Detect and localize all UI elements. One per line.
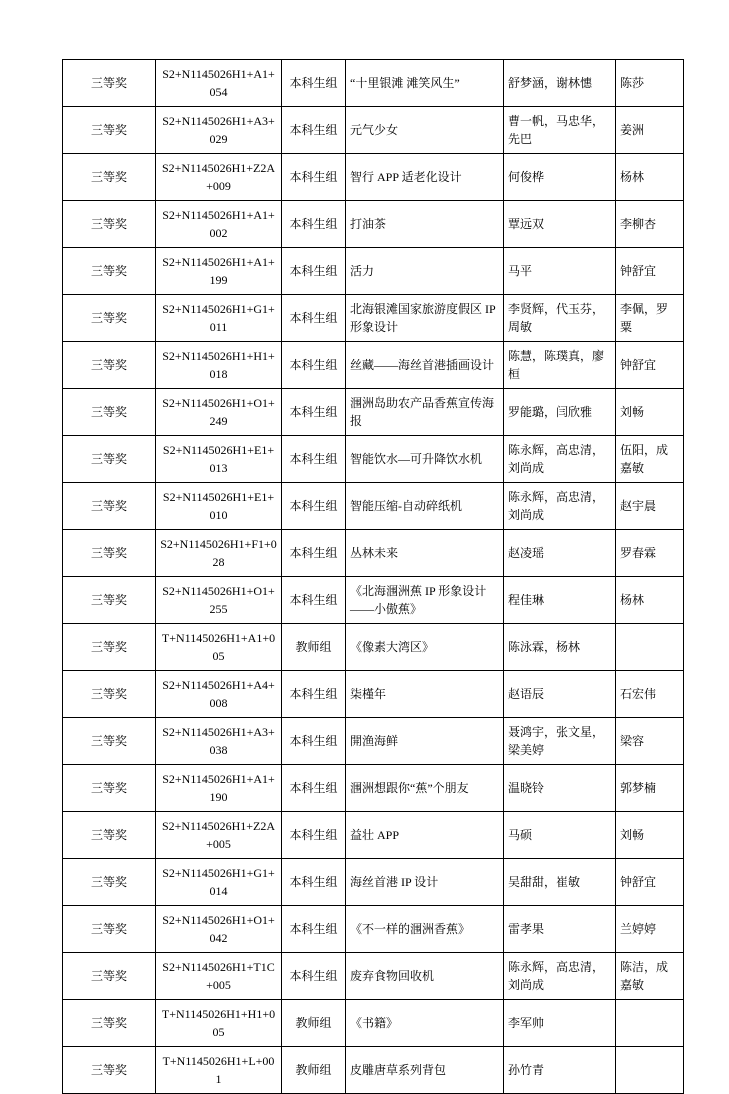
table-row [63, 530, 684, 577]
advisors-cell: 杨林 [616, 154, 684, 201]
award-level-cell: 三等奖 [63, 1000, 156, 1047]
advisors-cell: 伍阳，成嘉敏 [616, 436, 684, 483]
entry-code-cell: S2+N1145026H1+Z2A+009 [156, 154, 282, 201]
award-level-cell: 三等奖 [63, 906, 156, 953]
group-cell: 本科生组 [282, 953, 346, 1000]
advisors-cell: 罗春霖 [616, 530, 684, 577]
group-cell: 本科生组 [282, 859, 346, 906]
table-row [63, 436, 684, 483]
entry-code-cell: T+N1145026H1+A1+005 [156, 624, 282, 671]
entry-code-cell: S2+N1145026H1+A1+190 [156, 765, 282, 812]
work-title-cell: 丛林未来 [346, 530, 504, 577]
award-level-cell: 三等奖 [63, 154, 156, 201]
award-level-cell: 三等奖 [63, 107, 156, 154]
work-title-cell: 元气少女 [346, 107, 504, 154]
authors-cell: 孙竹青 [504, 1047, 616, 1094]
table-row [63, 201, 684, 248]
authors-cell: 陈慧，陈璞真，廖桓 [504, 342, 616, 389]
work-title-cell: 涠洲岛助农产品香蕉宣传海报 [346, 389, 504, 436]
entry-code-cell: S2+N1145026H1+Z2A+005 [156, 812, 282, 859]
group-cell: 本科生组 [282, 906, 346, 953]
entry-code-cell: S2+N1145026H1+A1+199 [156, 248, 282, 295]
award-level-cell: 三等奖 [63, 201, 156, 248]
advisors-cell: 赵宇晨 [616, 483, 684, 530]
authors-cell: 罗能璐，闫欣雅 [504, 389, 616, 436]
award-level-cell: 三等奖 [63, 718, 156, 765]
authors-cell: 舒梦涵，谢林憓 [504, 60, 616, 107]
advisors-cell: 兰婷婷 [616, 906, 684, 953]
table-row [63, 154, 684, 201]
advisors-cell: 石宏伟 [616, 671, 684, 718]
entry-code-cell: S2+N1145026H1+A4+008 [156, 671, 282, 718]
awards-table [62, 59, 684, 1094]
group-cell: 本科生组 [282, 107, 346, 154]
group-cell: 本科生组 [282, 577, 346, 624]
work-title-cell: 智能压缩-自动碎纸机 [346, 483, 504, 530]
authors-cell: 温晓铃 [504, 765, 616, 812]
advisors-cell: 李佩，罗粟 [616, 295, 684, 342]
group-cell: 本科生组 [282, 60, 346, 107]
authors-cell: 赵凌瑶 [504, 530, 616, 577]
entry-code-cell: S2+N1145026H1+G1+014 [156, 859, 282, 906]
award-level-cell: 三等奖 [63, 1047, 156, 1094]
authors-cell: 陈永辉，高忠清，刘尚成 [504, 953, 616, 1000]
work-title-cell: “十里银滩 滩笑风生” [346, 60, 504, 107]
table-row [63, 483, 684, 530]
award-level-cell: 三等奖 [63, 530, 156, 577]
work-title-cell: 智能饮水—可升降饮水机 [346, 436, 504, 483]
entry-code-cell: S2+N1145026H1+A3+038 [156, 718, 282, 765]
entry-code-cell: S2+N1145026H1+G1+011 [156, 295, 282, 342]
award-level-cell: 三等奖 [63, 859, 156, 906]
entry-code-cell: S2+N1145026H1+T1C+005 [156, 953, 282, 1000]
advisors-cell: 李柳杏 [616, 201, 684, 248]
award-level-cell: 三等奖 [63, 577, 156, 624]
authors-cell: 陈泳霖，杨林 [504, 624, 616, 671]
work-title-cell: 柒槿年 [346, 671, 504, 718]
entry-code-cell: S2+N1145026H1+A3+029 [156, 107, 282, 154]
table-row [63, 577, 684, 624]
advisors-cell: 钟舒宜 [616, 859, 684, 906]
advisors-cell: 钟舒宜 [616, 342, 684, 389]
entry-code-cell: S2+N1145026H1+A1+054 [156, 60, 282, 107]
entry-code-cell: S2+N1145026H1+E1+013 [156, 436, 282, 483]
award-level-cell: 三等奖 [63, 953, 156, 1000]
work-title-cell: 皮雕唐草系列背包 [346, 1047, 504, 1094]
group-cell: 本科生组 [282, 671, 346, 718]
table-row [63, 953, 684, 1000]
advisors-cell: 陈洁，成嘉敏 [616, 953, 684, 1000]
award-level-cell: 三等奖 [63, 342, 156, 389]
advisors-cell: 姜洲 [616, 107, 684, 154]
advisors-cell: 刘畅 [616, 389, 684, 436]
advisors-cell [616, 1000, 684, 1047]
group-cell: 本科生组 [282, 295, 346, 342]
table-row [63, 671, 684, 718]
group-cell: 本科生组 [282, 389, 346, 436]
authors-cell: 陈永辉，高忠清，刘尚成 [504, 436, 616, 483]
entry-code-cell: S2+N1145026H1+F1+028 [156, 530, 282, 577]
award-level-cell: 三等奖 [63, 671, 156, 718]
advisors-cell: 陈莎 [616, 60, 684, 107]
advisors-cell: 钟舒宜 [616, 248, 684, 295]
table-row [63, 389, 684, 436]
entry-code-cell: T+N1145026H1+L+001 [156, 1047, 282, 1094]
award-level-cell: 三等奖 [63, 624, 156, 671]
table-row [63, 859, 684, 906]
work-title-cell: 废弃食物回收机 [346, 953, 504, 1000]
group-cell: 本科生组 [282, 765, 346, 812]
group-cell: 本科生组 [282, 812, 346, 859]
group-cell: 本科生组 [282, 154, 346, 201]
table-row [63, 906, 684, 953]
group-cell: 教师组 [282, 1047, 346, 1094]
authors-cell: 赵语辰 [504, 671, 616, 718]
award-level-cell: 三等奖 [63, 483, 156, 530]
advisors-cell: 杨林 [616, 577, 684, 624]
advisors-cell: 郭梦楠 [616, 765, 684, 812]
group-cell: 本科生组 [282, 201, 346, 248]
award-level-cell: 三等奖 [63, 389, 156, 436]
authors-cell: 曹一帆，马忠华，先巴 [504, 107, 616, 154]
table-row [63, 718, 684, 765]
award-level-cell: 三等奖 [63, 60, 156, 107]
work-title-cell: 智行 APP 适老化设计 [346, 154, 504, 201]
table-row [63, 107, 684, 154]
table-row [63, 342, 684, 389]
entry-code-cell: S2+N1145026H1+O1+042 [156, 906, 282, 953]
award-level-cell: 三等奖 [63, 248, 156, 295]
table-row [63, 765, 684, 812]
group-cell: 教师组 [282, 1000, 346, 1047]
authors-cell: 覃远双 [504, 201, 616, 248]
table-row [63, 1000, 684, 1047]
group-cell: 本科生组 [282, 436, 346, 483]
work-title-cell: 《北海涠洲蕉 IP 形象设计——小傲蕉》 [346, 577, 504, 624]
work-title-cell: 涠洲想跟你“蕉”个朋友 [346, 765, 504, 812]
group-cell: 本科生组 [282, 248, 346, 295]
work-title-cell: 開渔海鲜 [346, 718, 504, 765]
authors-cell: 李贤辉，代玉芬，周敏 [504, 295, 616, 342]
authors-cell: 李军帅 [504, 1000, 616, 1047]
entry-code-cell: S2+N1145026H1+A1+002 [156, 201, 282, 248]
table-row [63, 812, 684, 859]
entry-code-cell: S2+N1145026H1+H1+018 [156, 342, 282, 389]
table-row [63, 248, 684, 295]
entry-code-cell: S2+N1145026H1+E1+010 [156, 483, 282, 530]
award-level-cell: 三等奖 [63, 765, 156, 812]
work-title-cell: 丝藏——海丝首港插画设计 [346, 342, 504, 389]
group-cell: 本科生组 [282, 483, 346, 530]
advisors-cell [616, 624, 684, 671]
entry-code-cell: T+N1145026H1+H1+005 [156, 1000, 282, 1047]
authors-cell: 何俊桦 [504, 154, 616, 201]
authors-cell: 陈永辉，高忠清，刘尚成 [504, 483, 616, 530]
work-title-cell: 打油茶 [346, 201, 504, 248]
award-level-cell: 三等奖 [63, 436, 156, 483]
table-row [63, 295, 684, 342]
table-row [63, 60, 684, 107]
group-cell: 本科生组 [282, 530, 346, 577]
authors-cell: 吴甜甜，崔敏 [504, 859, 616, 906]
advisors-cell: 刘畅 [616, 812, 684, 859]
group-cell: 本科生组 [282, 342, 346, 389]
table-row [63, 1047, 684, 1094]
award-level-cell: 三等奖 [63, 295, 156, 342]
work-title-cell: 海丝首港 IP 设计 [346, 859, 504, 906]
authors-cell: 聂鸿宇，张文星，梁美婷 [504, 718, 616, 765]
work-title-cell: 北海银滩国家旅游度假区 IP 形象设计 [346, 295, 504, 342]
award-level-cell: 三等奖 [63, 812, 156, 859]
group-cell: 教师组 [282, 624, 346, 671]
work-title-cell: 《书籍》 [346, 1000, 504, 1047]
work-title-cell: 益壮 APP [346, 812, 504, 859]
authors-cell: 程佳琳 [504, 577, 616, 624]
entry-code-cell: S2+N1145026H1+O1+255 [156, 577, 282, 624]
authors-cell: 马硕 [504, 812, 616, 859]
work-title-cell: 《不一样的涠洲香蕉》 [346, 906, 504, 953]
authors-cell: 雷孝果 [504, 906, 616, 953]
table-row [63, 624, 684, 671]
advisors-cell [616, 1047, 684, 1094]
group-cell: 本科生组 [282, 718, 346, 765]
work-title-cell: 《像素大湾区》 [346, 624, 504, 671]
awards-table-body [63, 60, 684, 1094]
work-title-cell: 活力 [346, 248, 504, 295]
authors-cell: 马平 [504, 248, 616, 295]
advisors-cell: 梁容 [616, 718, 684, 765]
entry-code-cell: S2+N1145026H1+O1+249 [156, 389, 282, 436]
